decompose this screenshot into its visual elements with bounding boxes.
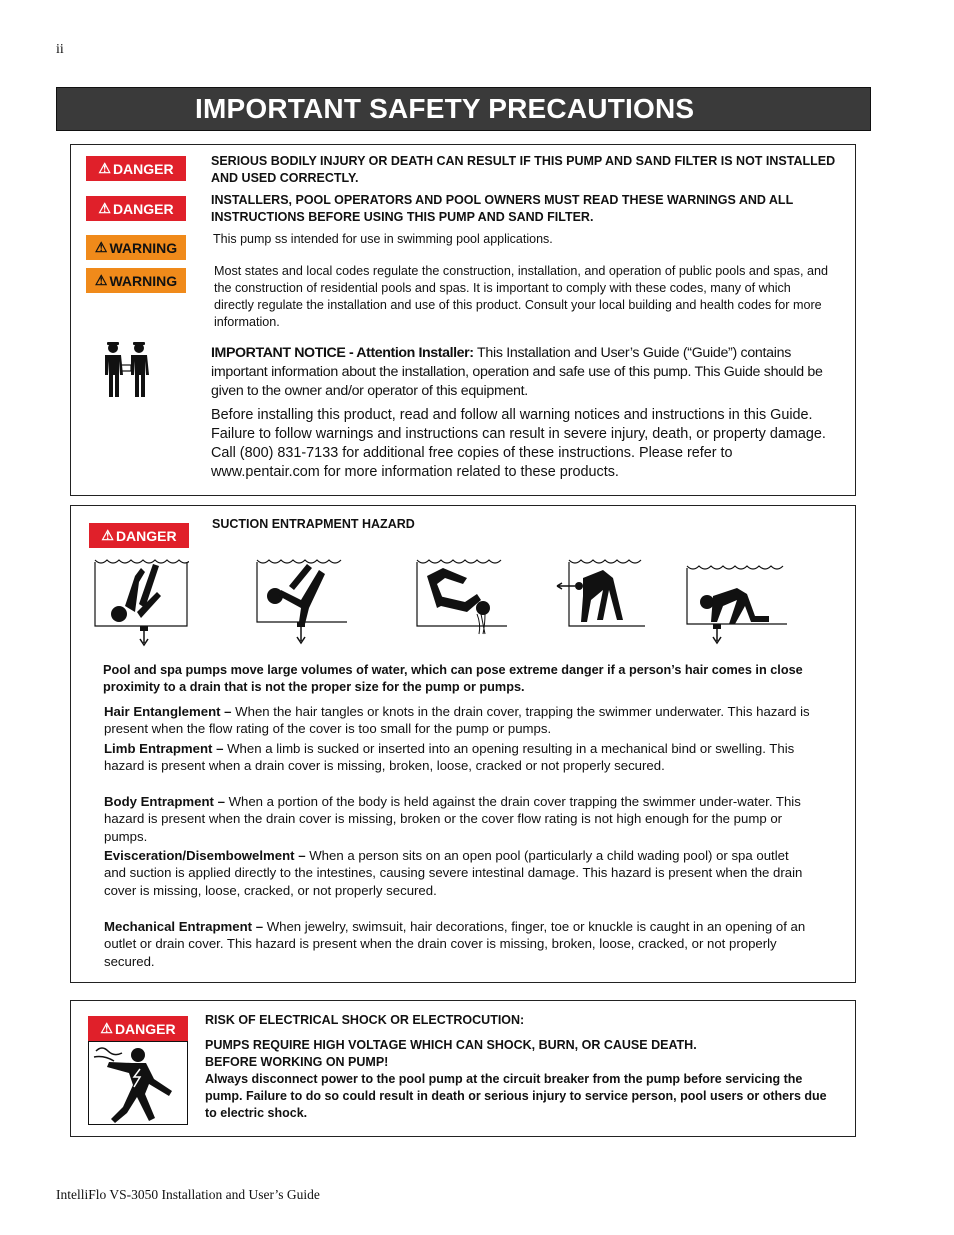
electrical-line-2: BEFORE WORKING ON PUMP!: [205, 1055, 389, 1069]
suction-entrapment-box: [70, 505, 856, 983]
hair-entanglement-illustration: [93, 556, 189, 648]
general-warnings-box: [70, 144, 856, 496]
hazard-term: Mechanical Entrapment –: [104, 919, 264, 934]
danger-badge: [89, 523, 189, 548]
danger-badge: [86, 196, 186, 221]
warning-badge: [86, 268, 186, 293]
hazard-term: Hair Entanglement –: [104, 704, 232, 719]
badge-label: WARNING: [109, 239, 178, 256]
hazard-text: When a portion of the body is held against the drain cover trapping the swimmer under-water. This hazard is present when the drain cover is missing, broken or the cover flow rating is not high enough for the pump or pumps.: [104, 794, 801, 844]
hazard-text: When jewelry, swimsuit, hair decorations, finger, toe or knuckle is caught in an opening of an outlet or drain cover. This hazard is present when the drain cover is missing, broken, loose, cracked, or not properly secured.: [104, 919, 806, 969]
hazard-evisceration: [104, 847, 814, 899]
electrical-heading: RISK OF ELECTRICAL SHOCK OR ELECTROCUTION:: [205, 1013, 525, 1027]
hazard-limb-entrapment: [104, 740, 814, 775]
hazard-text: When a limb is sucked or inserted into an opening resulting in a mechanical bind or swelling. This hazard is present when a drain cover is missing, broken, loose, cracked or not properly secured.: [104, 741, 795, 774]
hazard-term: Limb Entrapment –: [104, 741, 224, 756]
warning-triangle-icon: ⚠: [94, 239, 108, 255]
notice-lead: IMPORTANT NOTICE - Attention Installer:: [211, 345, 474, 361]
warning-triangle-icon: ⚠: [101, 527, 114, 543]
danger-text-1: SERIOUS BODILY INJURY OR DEATH CAN RESULT IF THIS PUMP AND SAND FILTER IS NOT INSTALLED AND USED CORRECTLY.: [211, 154, 836, 185]
evisceration-illustration: [553, 556, 649, 648]
electrical-shock-box: [70, 1000, 856, 1137]
danger-text-2: INSTALLERS, POOL OPERATORS AND POOL OWNERS MUST READ THESE WARNINGS AND ALL INSTRUCTIONS BEFORE USING THIS PUMP AND SAND FILTER.: [211, 193, 793, 224]
important-notice: [211, 344, 836, 401]
warning-triangle-icon: ⚠: [98, 160, 111, 176]
warning-triangle-icon: ⚠: [98, 200, 111, 216]
warning-text-1: This pump ss intended for use in swimming pool applications.: [213, 232, 553, 246]
hazard-text: When the hair tangles or knots in the drain cover, trapping the swimmer underwater. This hazard is present when the flow rating of the cover is too small for the pump or pumps.: [104, 704, 810, 737]
title-banner: [56, 87, 871, 131]
notice-body: This Installation and User’s Guide (“Guide”) contains important information about the installation, operation and safe use of this pump. This Guide should be given to the owner and/or operator of this equipment.: [211, 345, 823, 399]
badge-label: WARNING: [109, 272, 178, 289]
page-title: IMPORTANT SAFETY PRECAUTIONS: [195, 93, 695, 124]
body-entrapment-illustration: [413, 556, 509, 648]
warning-badge: [86, 235, 186, 260]
badge-label: DANGER: [114, 1020, 176, 1037]
warning-triangle-icon: ⚠: [100, 1020, 113, 1036]
footer-guide-title: IntelliFlo VS-3050 Installation and User’s Guide: [56, 1187, 320, 1202]
danger-badge: [88, 1016, 188, 1041]
suction-heading: SUCTION ENTRAPMENT HAZARD: [212, 517, 415, 531]
warning-text-2: Most states and local codes regulate the construction, installation, and operation of public pools and spas, and the construction of residential pools and spas. It is important to comply with these codes, many of which directly regulate the installation and use of this product. Consult your local building and health codes for more information.: [214, 264, 828, 329]
limb-entrapment-illustration: [253, 556, 349, 648]
hazard-body-entrapment: [104, 793, 814, 845]
before-installing-text: Before installing this product, read and follow all warning notices and instructions in this Guide. Failure to follow warnings and instructions can result in severe injury, death, or property damage. Call (800) 831-7133 for additional free copies of these instructions. Please refer to www.pentair.com for more information related to these products.: [211, 407, 826, 480]
badge-label: DANGER: [112, 160, 174, 177]
warning-triangle-icon: ⚠: [94, 272, 108, 288]
hazard-mechanical-entrapment: [104, 918, 814, 970]
page-number: ii: [56, 42, 64, 57]
hazard-hair-entanglement: [104, 703, 814, 738]
electrical-line-3: Always disconnect power to the pool pump at the circuit breaker from the pump before servicing the pump. Failure to do so could result in death or serious injury to service person, pool users or others due to electric shock.: [205, 1072, 827, 1120]
electric-shock-icon: [88, 1041, 188, 1125]
hazard-term: Body Entrapment –: [104, 794, 225, 809]
hazard-term: Evisceration/Disembowelment –: [104, 848, 306, 863]
installers-icon: [99, 341, 155, 399]
danger-badge: [86, 156, 186, 181]
electrical-line-1: PUMPS REQUIRE HIGH VOLTAGE WHICH CAN SHOCK, BURN, OR CAUSE DEATH.: [205, 1038, 697, 1052]
badge-label: DANGER: [112, 200, 174, 217]
badge-label: DANGER: [115, 527, 177, 544]
suction-intro: Pool and spa pumps move large volumes of water, which can pose extreme danger if a person’s hair comes in close proximity to a drain that is not the proper size for the pump or pumps.: [103, 663, 803, 694]
hazard-text: When a person sits on an open pool (particularly a child wading pool) or spa outlet and suction is applied directly to the intestines, causing severe intestinal damage. This hazard is present when the drain cover is missing, loose, cracked, or not properly secured.: [104, 848, 803, 898]
mechanical-entrapment-illustration: [683, 556, 793, 648]
